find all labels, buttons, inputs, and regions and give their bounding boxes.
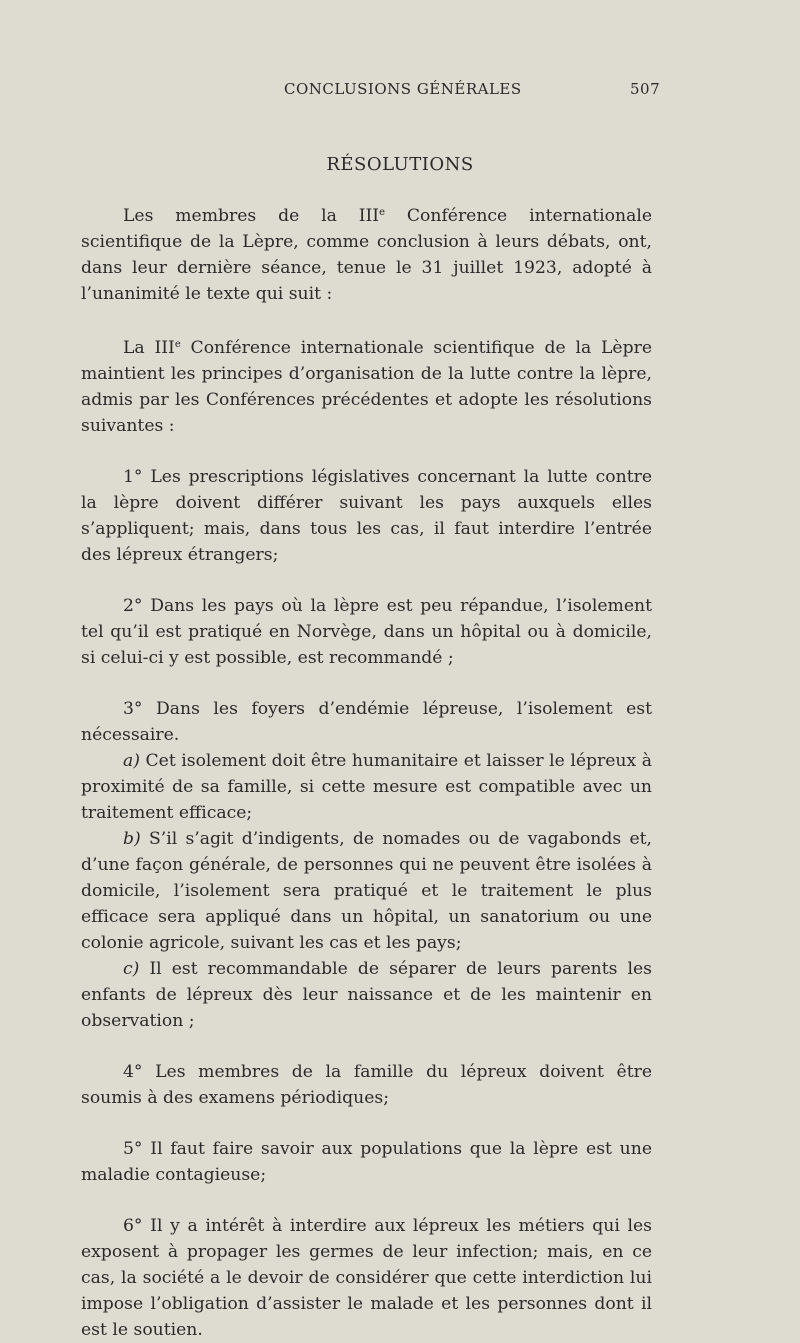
intro-p2-text-before: La III: [123, 338, 175, 358]
section-heading: RÉSOLUTIONS: [326, 154, 474, 175]
resolution-3a-text: Cet isolement doit être humanitaire et laisser le lépreux à proximité de sa famille, si cette mesure est compatible avec un traitement efficace;: [81, 751, 652, 823]
document-body: [81, 200, 652, 1343]
intro-p2-superscript: e: [174, 339, 181, 350]
running-title: CONCLUSIONS GÉNÉRALES: [284, 80, 522, 98]
page-number: 507: [630, 80, 661, 98]
resolution-3c-text: Il est recommandable de séparer de leurs parents les enfants de lépreux dès leur naissance et de les maintenir en observation ;: [81, 959, 652, 1031]
intro-p2-text-after: Conférence internationale scientifique de la Lèpre maintient les principes d’organisation de la lutte contre la lèpre, admis par les Conférences précédentes et adopte les résolutions suivantes :: [81, 338, 652, 436]
resolution-2: 2° Dans les pays où la lèpre est peu répandue, l’isolement tel qu’il est pratiqué en Norvège, dans un hôpital ou à domicile, si celui-ci y est possible, est recommandé ;: [81, 596, 652, 668]
resolution-4: 4° Les membres de la famille du lépreux doivent être soumis à des examens périodiques;: [81, 1062, 652, 1108]
resolution-3b-label: b): [123, 829, 141, 849]
intro-p1-text-after: Conférence internationale scientifique de la Lèpre, comme conclusion à leurs débats, ont, dans leur dernière séance, tenue le 31 juillet 1923, adopté à l’unanimité le texte qui suit :: [81, 206, 652, 304]
resolution-3a: [81, 748, 652, 826]
resolution-5: 5° Il faut faire savoir aux populations que la lèpre est une maladie contagieuse;: [81, 1139, 652, 1185]
resolution-3c: [81, 956, 652, 1034]
resolution-3b: [81, 826, 652, 956]
intro-p1-superscript: e: [379, 207, 386, 218]
intro-paragraph-2: [81, 332, 652, 439]
resolution-6: 6° Il y a intérêt à interdire aux lépreux les métiers qui les exposent à propager les germes de leur infection; mais, en ce cas, la société a le devoir de considérer que cette interdiction lui impose l’obligation d’assister le malade et les personnes dont il est le soutien.: [81, 1216, 652, 1340]
resolution-3c-label: c): [123, 959, 140, 979]
resolution-3: 3° Dans les foyers d’endémie lépreuse, l’isolement est nécessaire.: [81, 699, 652, 745]
resolution-1: 1° Les prescriptions législatives concernant la lutte contre la lèpre doivent différer suivant les pays auxquels elles s’appliquent; mais, dans tous les cas, il faut interdire l’entrée des lépreux étrangers;: [81, 467, 652, 565]
running-header: [0, 80, 800, 100]
resolution-3b-text: S’il s’agit d’indigents, de nomades ou de vagabonds et, d’une façon générale, de personnes qui ne peuvent être isolées à domicile, l’isolement sera pratiqué et le traitement le plus efficace sera appliqué dans un hôpital, un sanatorium ou une colonie agricole, suivant les cas et les pays;: [81, 829, 652, 953]
resolution-3a-label: a): [123, 751, 140, 771]
intro-paragraph-1: [81, 200, 652, 307]
intro-p1-text-before: Les membres de la III: [123, 206, 380, 226]
